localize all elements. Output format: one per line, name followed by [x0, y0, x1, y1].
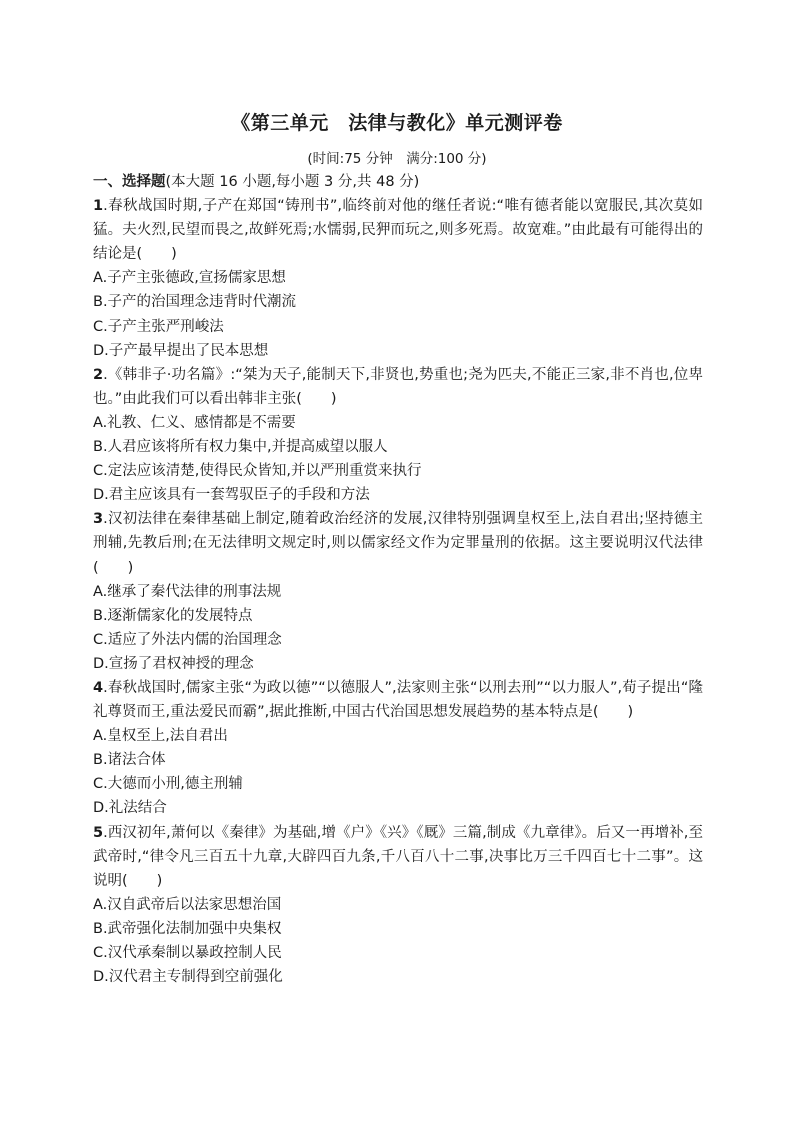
option-a: A.子产主张德政,宣扬儒家思想: [93, 270, 286, 287]
page-title: 《第三单元 法律与教化》单元测评卷: [231, 112, 563, 134]
section-header: [93, 170, 703, 194]
question-2: [93, 363, 703, 508]
option-a: A.礼教、仁义、感情都是不需要: [93, 414, 296, 431]
question-number: 5: [93, 824, 104, 841]
option-d: D.礼法结合: [93, 800, 167, 817]
option-d: D.君主应该具有一套驾驭臣子的手段和方法: [93, 487, 370, 504]
question-stem: [93, 194, 703, 266]
question-text: .春秋战国时,儒家主张“为政以德”“以德服人”,法家则主张“以刑去刑”“以力服人”,荀子提出“隆礼尊贤而王,重法爱民而霸”,据此推断,中国古代治国思想发展趋势的基本特点是( ): [93, 679, 703, 721]
question-number: 2: [93, 366, 104, 383]
option-c: C.适应了外法内儒的治国理念: [93, 631, 282, 648]
option-a: A.皇权至上,法自君出: [93, 728, 228, 745]
option-b: B.武帝强化法制加强中央集权: [93, 920, 282, 937]
option-b: B.人君应该将所有权力集中,并提高威望以服人: [93, 439, 388, 456]
option-a: A.继承了秦代法律的刑事法规: [93, 583, 282, 600]
option-d: D.汉代君主专制得到空前强化: [93, 969, 283, 986]
option-c: C.定法应该清楚,使得民众皆知,并以严刑重赏来执行: [93, 463, 422, 480]
section-label: 一、选择题: [93, 174, 166, 190]
exam-info: (时间:75 分钟 满分:100 分): [307, 151, 487, 167]
option-c: C.子产主张严刑峻法: [93, 318, 224, 335]
question-5: [93, 821, 703, 990]
question-1: [93, 194, 703, 363]
question-stem: [93, 676, 703, 724]
question-text: .西汉初年,萧何以《秦律》为基础,增《户》《兴》《厩》三篇,制成《九章律》。后又一再增补,至武帝时,“律令凡三百五十九章,大辟四百九条,千八百八十二事,决事比万三千四百七十二事”。这说明( ): [93, 824, 703, 889]
option-c: C.汉代承秦制以暴政控制人民: [93, 945, 282, 961]
option-b: B.诸法合体: [93, 752, 166, 769]
question-stem: [93, 363, 703, 411]
question-text: .春秋战国时期,子产在郑国“铸刑书”,临终前对他的继任者说:“唯有德者能以宽服民,其次莫如猛。夫火烈,民望而畏之,故鲜死焉;水懦弱,民狎而玩之,则多死焉。故宽难。”由此最有可能得出的结论是( ): [93, 198, 703, 263]
option-d: D.子产最早提出了民本思想: [93, 342, 269, 359]
section-note: (本大题 16 小题,每小题 3 分,共 48 分): [165, 174, 420, 190]
question-3: [93, 507, 703, 676]
option-d: D.宣扬了君权神授的理念: [93, 655, 254, 672]
question-stem: [93, 821, 703, 893]
question-stem: [93, 507, 703, 579]
option-a: A.汉自武帝后以法家思想治国: [93, 896, 282, 913]
exam-content: [93, 170, 703, 989]
question-4: [93, 676, 703, 821]
option-c: C.大德而小刑,德主刑辅: [93, 776, 243, 793]
question-number: 3: [93, 511, 104, 528]
question-text: .汉初法律在秦律基础上制定,随着政治经济的发展,汉律特别强调皇权至上,法自君出;坚持德主刑辅,先教后刑;在无法律明文规定时,则以儒家经文作为定罪量刑的依据。这主要说明汉代法律( ): [93, 511, 703, 576]
option-b: B.逐渐儒家化的发展特点: [93, 607, 253, 624]
question-text: .《韩非子·功名篇》:“桀为天子,能制天下,非贤也,势重也;尧为匹夫,不能正三家,非不肖也,位卑也。”由此我们可以看出韩非主张( ): [93, 366, 703, 407]
question-number: 4: [93, 679, 104, 696]
question-number: 1: [93, 198, 104, 215]
option-b: B.子产的治国理念违背时代潮流: [93, 294, 297, 311]
